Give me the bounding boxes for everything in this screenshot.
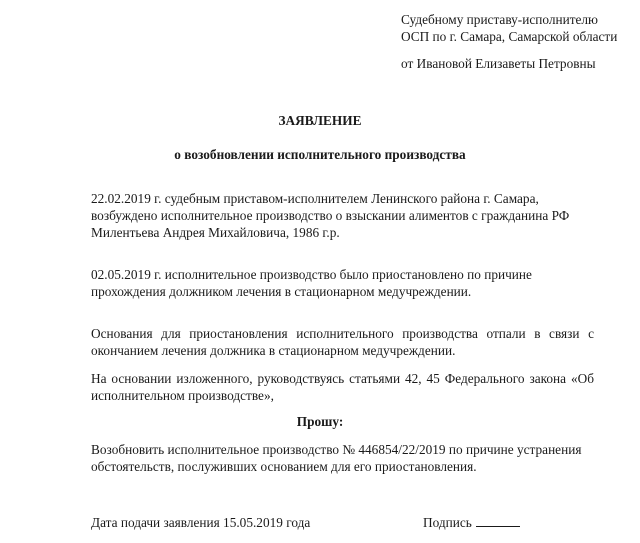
sender-line: от Ивановой Елизаветы Петровны: [401, 56, 596, 71]
request-line-2: обстоятельств, послуживших основанием для его приостановления.: [91, 459, 477, 474]
paragraph-2-line-1: 02.05.2019 г. исполнительное производство было приостановлено по причине: [91, 267, 532, 282]
request-line-1: Возобновить исполнительное производство № 446854/22/2019 по причине устранения: [91, 442, 582, 457]
paragraph-1-line-3: Милентьева Андрея Михайловича, 1986 г.р.: [91, 225, 340, 240]
signature-line: [476, 515, 520, 527]
signature-label: Подпись: [423, 515, 472, 530]
paragraph-1-line-1: 22.02.2019 г. судебным приставом-исполнителем Ленинского района г. Самара,: [91, 191, 539, 206]
submission-date: Дата подачи заявления 15.05.2019 года: [91, 515, 311, 530]
recipient-line-1: Судебному приставу-исполнителю: [401, 12, 598, 27]
paragraph-4-line-1: На основании изложенного, руководствуясь статьями 42, 45 Федерального закона «Об: [91, 371, 594, 386]
recipient-line-2: ОСП по г. Самара, Самарской области: [401, 29, 618, 44]
paragraph-3-line-2: окончанием лечения должника в стационарном медучреждении.: [91, 343, 456, 358]
document-subtitle: о возобновлении исполнительного производства: [174, 147, 466, 162]
paragraph-1-line-2: возбуждено исполнительное производство о взыскании алиментов с гражданина РФ: [91, 208, 570, 223]
document-title: ЗАЯВЛЕНИЕ: [278, 113, 362, 128]
signature-block: [423, 514, 520, 531]
request-heading: Прошу:: [296, 414, 344, 429]
paragraph-2-line-2: прохождения должником лечения в стационарном медучреждении.: [91, 284, 472, 299]
paragraph-3-line-1: Основания для приостановления исполнительного производства отпали в связи с: [91, 326, 594, 341]
paragraph-4-line-2: исполнительном производстве»,: [91, 388, 274, 403]
